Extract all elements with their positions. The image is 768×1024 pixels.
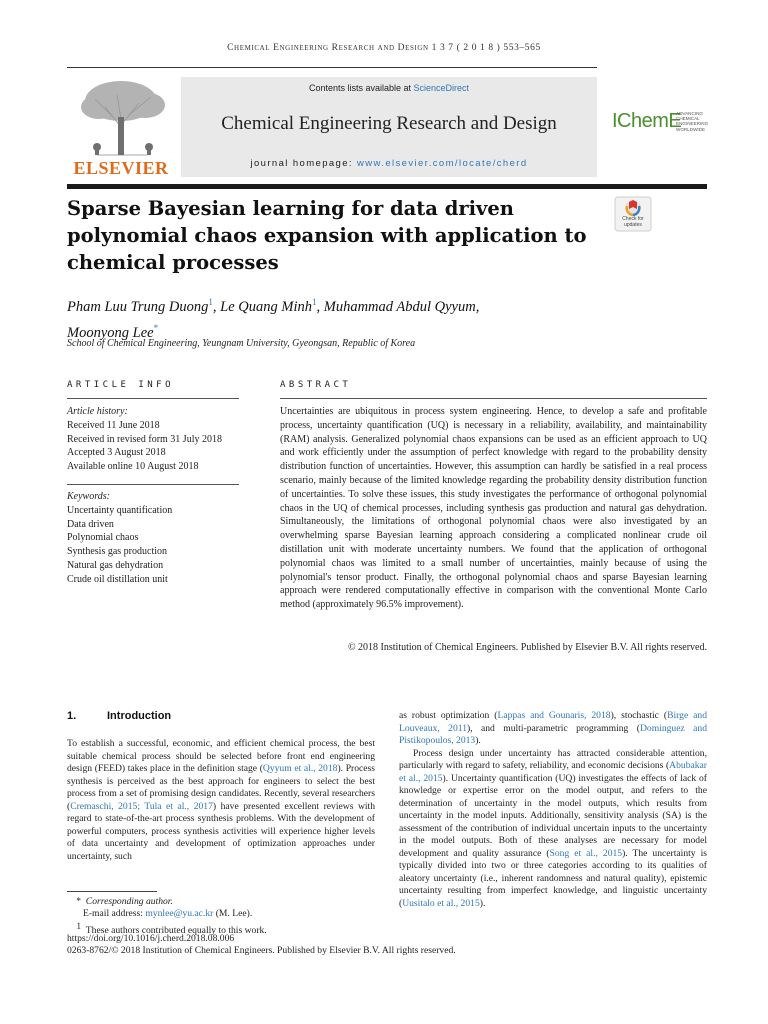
citation-link[interactable]: Qyyum et al., 2018 [262,763,338,774]
author-name[interactable]: Le Quang Minh [220,298,312,315]
affiliation: School of Chemical Engineering, Yeungnam University, Gyeongsan, Republic of Korea [67,338,416,349]
history-rule [67,484,239,485]
history-item: Available online 10 August 2018 [67,461,199,473]
email-prefix: E-mail address: [83,908,146,919]
footnote-mark: 1 [76,921,81,931]
icheme-wordmark: IChemE [612,110,682,132]
masthead-rule [67,184,707,189]
keyword-item: Crude oil distillation unit [67,573,168,585]
issn-copyright: 0263-8762/© 2018 Institution of Chemical Engineers. Published by Elsevier B.V. All rights reserved. [67,945,456,956]
journal-title: Chemical Engineering Research and Design [221,113,557,134]
text-run: ). Process synthesis is perceived as the best approach for engineers to select the best process from a set of promising design candidates. Recently, several researchers ( [67,763,375,812]
author-list [67,292,627,344]
running-head: Chemical Engineering Research and Design 1 3 7 ( 2 0 1 8 ) 553–565 [227,43,541,53]
keyword-item: Uncertainty quantification [67,504,173,516]
icheme-tagline [676,111,708,132]
citation-link[interactable]: Abubakar et al., 2015 [399,760,707,784]
intro-right-column [399,710,707,910]
history-item: Received 11 June 2018 [67,419,160,431]
section-number: 1. [67,710,77,722]
history-label: Article history: [67,406,128,417]
citation-link[interactable]: Birge and Louveaux, 2011 [399,710,707,734]
author-name[interactable]: Muhammad Abdul Qyyum [323,298,476,315]
text-run: Process design under uncertainty has attracted considerable attention, particularly with regard to safety, reliability, and economic decisions ( [399,747,707,771]
section-title: Introduction [107,710,172,722]
text-run: ). [479,897,486,909]
contents-prefix: Contents lists available at [308,83,414,93]
text-run: ) have presented excellent reviews with regard to state-of-the-art process synthesis problems. With the development of powerful computers, process synthesis activities will experience higher levels of data uncertainty and development of optimization approaches under uncertainty, such [67,800,375,862]
icheme-tagline-line: ADVANCING [676,111,703,116]
text-run: as robust optimization ( [399,710,498,721]
citation-link[interactable]: Dominguez and Pistikopoulos, 2013 [399,722,707,746]
text-run: ). Uncertainty quantification (UQ) investigates the effects of lack of knowledge or expertise error on the model output, and refers to the determination of uncertainty in the model outputs, which results from uncertainty in the model inputs. Additionally, sensitivity analysis (SA) is the assessment of the contribution of individual uncertain inputs to the uncertainty in the model outputs. Both of these analyses are necessary for model development and quality assurance ( [399,772,707,859]
keyword-item: Data driven [67,518,114,530]
keyword-item: Natural gas dehydration [67,559,164,571]
section-heading-introduction [67,710,171,722]
text-run: ). The uncertainty is typically divided into two or three categories according to its qualities of aleatory uncertainty (i.e., inherent randomness and natural quality), epistemic uncertainty resulting from imperfect knowledge, and linguistic uncertainty ( [399,847,707,909]
citation-link[interactable]: Cremaschi, 2015; Tula et al., 2017 [70,800,213,812]
sciencedirect-link[interactable]: ScienceDirect [413,83,470,93]
author-separator: , [475,298,480,315]
doi-link[interactable]: https://doi.org/10.1016/j.cherd.2018.08.006 [67,933,235,944]
author-separator: , [212,298,221,315]
citation-link[interactable]: Uusitalo et al., 2015 [402,897,480,909]
text-run: To establish a successful, economic, and efficient chemical process, the best suitable chemical process should be selected before front end engineering design (FEED) takes place in the definition stage ( [67,738,375,774]
icheme-logo [612,108,712,136]
citation-link[interactable]: Song et al., 2015 [549,847,623,859]
abstract-text: Uncertainties are ubiquitous in process system engineering. Hence, to develop a safe and profitable process, uncertainty quantification (UQ) is necessary in a reliability, availability, and maintainability (RAM) analysis. Generalized polynomial chaos expansions can be used as an efficient approach to UQ and work efficiently under the assumption of perfect knowledge with regard to the probability density distribution function of uncertainties. However, this assumption can hardly be satisfied in a real process scenario, mainly because of the limited knowledge regarding the probability density distribution function of uncertainties. To solve these issues, this study investigates the performance of orthogonal polynomial chaos in the UQ of chemical processes, including synthesis gas production and natural gas dehydration. Simultaneously, the limitations of orthogonal polynomial chaos were also investigated by an overwhelming sparse Bayesian learning approach considering a complicated nonlinear crude oil distillation unit with moderate uncertainty numbers. We found that the application of orthogonal polynomial chaos was limited to a small number of uncertainties, mainly because of using the polynomial's tensor product. Finally, the orthogonal polynomial chaos and sparse Bayesian learning approach were rendered computationally effective in comparison with the conventional Monte Carlo method (approximately 96.5% improvement). [280,406,707,611]
abstract-heading: ABSTRACT [280,380,352,390]
keyword-item: Polynomial chaos [67,532,139,544]
text-run: ), and multi-parametric programming ( [467,722,640,734]
icheme-tagline-line: WORLDWIDE [676,126,706,132]
intro-left-column [67,738,375,863]
abstract-copyright: © 2018 Institution of Chemical Engineers. Published by Elsevier B.V. All rights reserved. [347,642,707,653]
article-title: Sparse Bayesian learning for data driven polynomial chaos expansion with application to chemical processes [67,197,587,274]
homepage-link[interactable]: www.elsevier.com/locate/cherd [357,158,528,169]
article-info-rule [67,398,239,399]
author-name[interactable]: Pham Luu Trung Duong [67,298,209,315]
intro-paragraph [67,738,375,863]
author-mark[interactable]: 1 [208,297,213,307]
history-item: Received in revised form 31 July 2018 [67,433,222,445]
keywords [67,490,239,587]
crossmark-label [614,217,652,228]
footnote-rule [67,891,157,892]
elsevier-wordmark: ELSEVIER [73,158,169,178]
homepage-line [181,158,597,169]
check-for-updates-badge[interactable] [614,196,652,232]
footnote-corresponding [67,896,707,908]
footnote-text: These authors contributed equally to this work. [85,925,267,937]
text-run: ). [475,735,481,746]
email-link[interactable]: mynlee@yu.ac.kr [145,908,214,919]
header-rule [67,67,597,68]
keyword-item: Synthesis gas production [67,546,167,558]
author-separator: , [316,298,324,315]
icheme-tagline-line: CHEMICAL [676,116,700,122]
author-mark[interactable]: * [153,322,159,333]
contents-line [181,83,597,93]
citation-link[interactable]: Lappas and Gounaris, 2018 [497,710,611,721]
keywords-label: Keywords: [67,491,110,502]
author-name[interactable]: Moonyong Lee [67,324,154,341]
crossmark-label-line: updates [624,221,642,228]
author-mark[interactable]: 1 [312,297,317,307]
email-suffix: (M. Lee). [213,908,253,919]
intro-paragraph [399,710,707,748]
footnote-email [83,908,723,920]
intro-paragraph [399,748,707,911]
article-info-heading: ARTICLE INFO [67,380,175,390]
abstract-rule [280,398,707,399]
footnote-text: Corresponding author. [85,896,173,907]
article-history [67,405,239,474]
icheme-tagline-line: ENGINEERING [676,121,709,127]
text-run: ), stochastic ( [610,710,668,721]
history-item: Accepted 3 August 2018 [67,447,166,459]
footnote-mark: * [76,896,81,907]
homepage-prefix: journal homepage: [250,158,358,169]
crossmark-label-line: Check for [622,216,644,222]
